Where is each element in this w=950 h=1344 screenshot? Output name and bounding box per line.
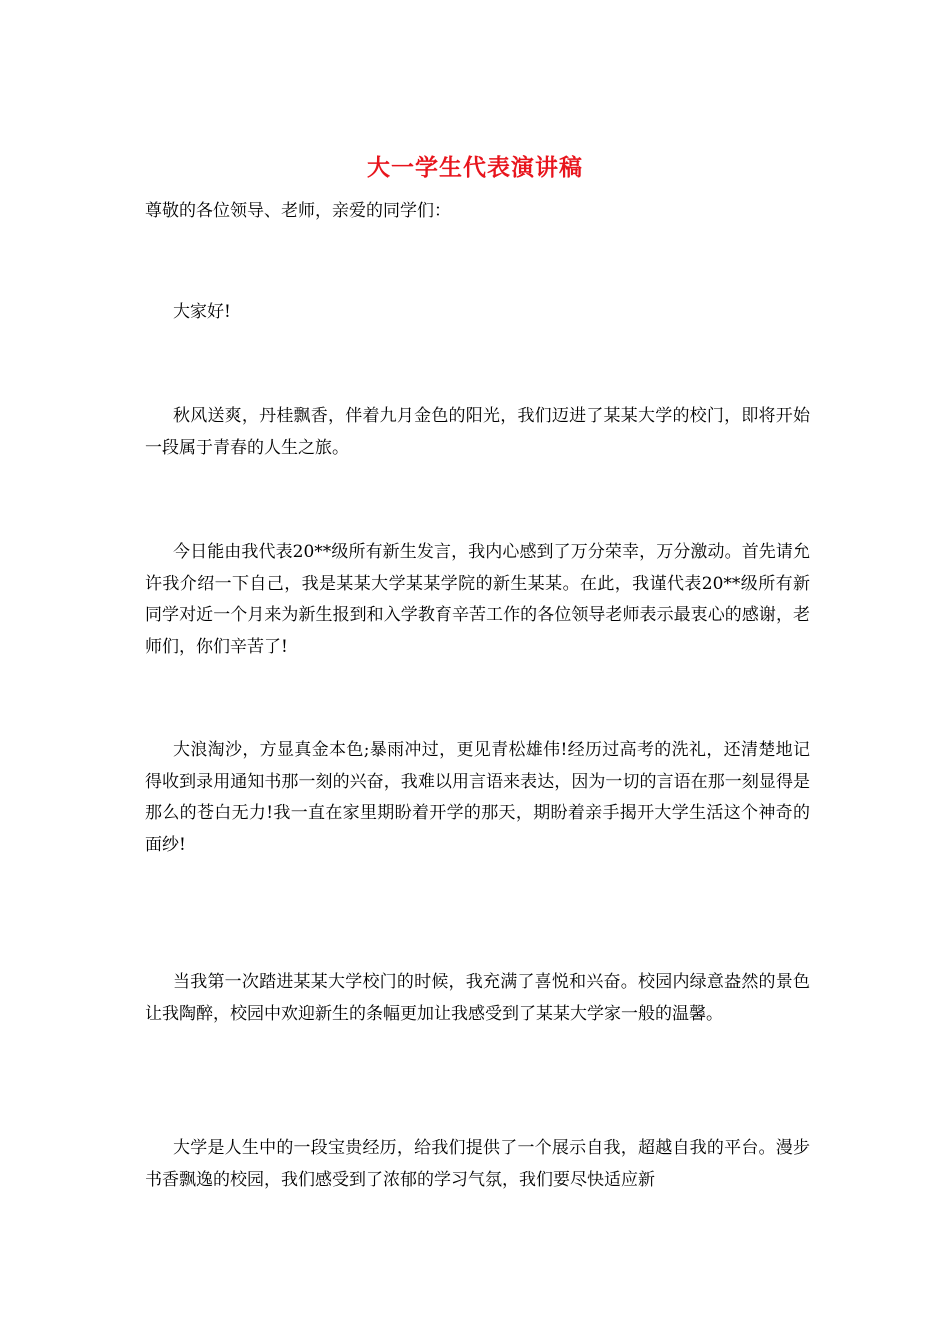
paragraph: 当我第一次踏进某某大学校门的时候，我充满了喜悦和兴奋。校园内绿意盎然的景色让我陶醉，校园中欢迎新生的条幅更加让我感受到了某某大学家一般的温馨。 (145, 972, 810, 1024)
paragraph-greeting: 大家好! (173, 302, 231, 322)
paragraph: 大学是人生中的一段宝贵经历，给我们提供了一个展示自我，超越自我的平台。漫步书香飘逸的校园，我们感受到了浓郁的学习气氛，我们要尽快适应新 (145, 1138, 810, 1190)
paragraph: 秋风送爽，丹桂飘香，伴着九月金色的阳光，我们迈进了某某大学的校门，即将开始一段属于青春的人生之旅。 (145, 406, 810, 458)
salutation: 尊敬的各位领导、老师，亲爱的同学们： (145, 201, 451, 221)
document-title: 大一学生代表演讲稿 (367, 154, 583, 181)
paragraph: 大浪淘沙，方显真金本色;暴雨冲过，更见青松雄伟!经历过高考的洗礼，还清楚地记得收到录用通知书那一刻的兴奋，我难以用言语来表达，因为一切的言语在那一刻显得是那么的苍白无力!我一直在家里期盼着开学的那天，期盼着亲手揭开大学生活这个神奇的面纱! (145, 740, 810, 855)
paragraph: 今日能由我代表20**级所有新生发言，我内心感到了万分荣幸，万分激动。首先请允许我介绍一下自己，我是某某大学某某学院的新生某某。在此，我谨代表20**级所有新同学对近一个月来为新生报到和入学教育辛苦工作的各位领导老师表示最衷心的感谢，老师们，你们辛苦了! (145, 542, 810, 657)
